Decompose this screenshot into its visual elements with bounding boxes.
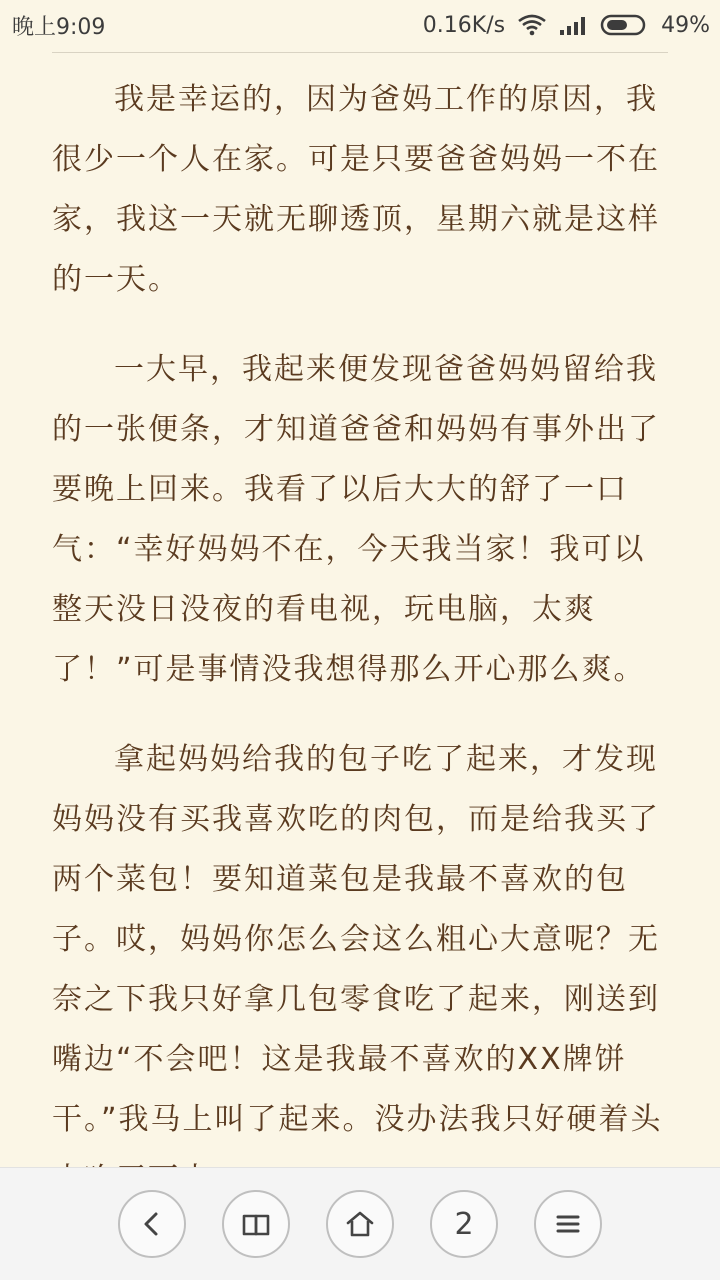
wifi-icon	[517, 14, 547, 36]
status-bar	[0, 0, 720, 50]
back-button[interactable]	[118, 1190, 186, 1258]
home-button[interactable]	[326, 1190, 394, 1258]
home-icon	[344, 1208, 376, 1240]
battery-icon	[601, 14, 649, 36]
status-time: 晚上9:09	[12, 14, 106, 40]
reading-content	[52, 70, 672, 1162]
book-icon	[240, 1208, 272, 1240]
bookmarks-button[interactable]	[222, 1190, 290, 1258]
tabs-count: 2	[454, 1206, 474, 1242]
paragraph: 一大早，我起来便发现爸爸妈妈留给我的一张便条，才知道爸爸和妈妈有事外出了要晚上回来。我看了以后大大的舒了一口气：“幸好妈妈不在，今天我当家！我可以整天没日没夜的看电视，玩电脑，太爽了！”可是事情没我想得那么开心那么爽。	[52, 352, 660, 687]
menu-icon	[552, 1208, 584, 1240]
battery-percent: 49%	[661, 12, 710, 38]
header-divider	[52, 52, 668, 53]
paragraph: 我是幸运的，因为爸妈工作的原因，我很少一个人在家。可是只要爸爸妈妈一不在家，我这一天就无聊透顶，星期六就是这样的一天。	[52, 82, 660, 297]
paragraph: 拿起妈妈给我的包子吃了起来，才发现妈妈没有买我喜欢吃的肉包，而是给我买了两个菜包！要知道菜包是我最不喜欢的包子。哎，妈妈你怎么会这么粗心大意呢？无奈之下我只好拿几包零食吃了起来，刚送到嘴边“不会吧！这是我最不喜欢的XX牌饼干。”我马上叫了起来。没办法我只好硬着头	[52, 742, 663, 1137]
menu-button[interactable]	[534, 1190, 602, 1258]
network-speed: 0.16K/s	[422, 12, 506, 38]
tabs-button[interactable]	[430, 1190, 498, 1258]
bottom-navigation	[0, 1167, 720, 1280]
back-icon	[136, 1208, 168, 1240]
signal-icon	[559, 14, 589, 36]
status-right	[423, 13, 720, 38]
